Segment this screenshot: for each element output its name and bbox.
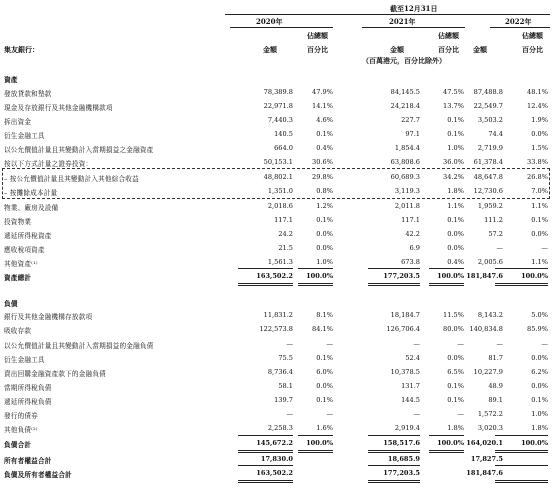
rule-line (238, 285, 293, 286)
amount-header: 金額 (263, 45, 277, 54)
asset-row-value: 1.1% (531, 202, 548, 210)
liability-row-value: 6.5% (447, 368, 464, 376)
liability-row-label: 衍生金融工具 (4, 356, 45, 364)
asset-row-value: 47.9% (312, 88, 333, 96)
asset-row-value: 12.4% (527, 102, 548, 110)
rule-line (238, 268, 293, 269)
liability-row-value: 11.5% (443, 311, 464, 319)
asset-row-value: 48,802.1 (263, 173, 293, 181)
equity-total-value: 17,827.5 (470, 455, 503, 463)
asset-row-value: 2,011.8 (394, 202, 420, 210)
grand-total-label: 負債及所有者權益合計 (4, 471, 72, 479)
liability-row-label: 銀行及其他金融機構存放款項 (4, 313, 93, 321)
asset-row-value: 117.1 (401, 216, 420, 224)
asset-row-value: 33.8% (527, 158, 548, 166)
asset-row-value: 42.2 (405, 230, 420, 238)
equity-total-value: 17,830.0 (260, 455, 293, 463)
liability-row-value: 10,227.9 (473, 368, 503, 376)
asset-row-value: 60,689.3 (390, 173, 420, 181)
pct-header-bottom: 百分比 (307, 45, 328, 54)
liabilities-total-value: 158,517.6 (383, 439, 420, 447)
asset-row-value: 47.5% (443, 88, 464, 96)
assets-total-value: 100.0% (521, 272, 548, 280)
highlight-box (2, 168, 550, 199)
rule-line (368, 452, 420, 453)
asset-row-value: 0.1% (447, 116, 464, 124)
liability-row-label: 遞延所得稅負債 (4, 398, 52, 406)
asset-row-value: 2,719.9 (477, 144, 503, 152)
asset-row-value: 50,153.1 (263, 158, 293, 166)
liability-row-value: — (326, 340, 333, 348)
amount-header: 金額 (473, 45, 487, 54)
liability-row-value: 84.1% (312, 325, 333, 333)
asset-row-value: 1.9% (531, 116, 548, 124)
asset-row-value: 48.1% (527, 88, 548, 96)
rule-line (490, 27, 550, 28)
asset-row-value: 1.8% (447, 187, 464, 195)
rule-line (368, 435, 420, 436)
rule-line (298, 285, 333, 286)
asset-row-value: 1,959.2 (477, 202, 503, 210)
liability-row-value: 1.0% (531, 410, 548, 418)
year-header: 2021年 (389, 17, 416, 26)
rule-line (362, 27, 465, 28)
liability-row-value: 0.1% (447, 396, 464, 404)
liability-row-value: 58.1 (278, 382, 293, 390)
asset-row-value: 117.1 (274, 216, 293, 224)
asset-row-value: 30.6% (312, 158, 333, 166)
group-label: 集友銀行： (4, 45, 39, 54)
liability-row-value: 18,184.7 (390, 311, 420, 319)
asset-row-value: 0.8% (316, 187, 333, 195)
liability-row-value: — (286, 410, 293, 418)
rule-line (429, 268, 464, 269)
liability-row-value: — (541, 340, 548, 348)
asset-row-label: 衍生金融工具 (4, 132, 45, 140)
asset-row-value: 12,730.6 (473, 187, 503, 195)
asset-row-value: — (496, 244, 503, 252)
liability-row-value: — (496, 340, 503, 348)
liability-row-value: 5.0% (531, 311, 548, 319)
asset-row-value: 97.1 (405, 130, 420, 138)
asset-row-value: 7.0% (531, 187, 548, 195)
asset-row-label: 現金及存放銀行及其他金融機構款項 (4, 104, 113, 112)
liability-row-value: 140,834.8 (469, 325, 503, 333)
asset-row-value: 57.2 (488, 230, 503, 238)
rule-line (495, 465, 548, 466)
liability-row-label: 發行的債券 (4, 412, 38, 420)
asset-row-value: 3,119.3 (394, 187, 420, 195)
rule-line (298, 452, 333, 453)
asset-row-value: 4.6% (316, 116, 333, 124)
asset-row-value: 664.0 (274, 144, 293, 152)
liability-row-value: 11,831.2 (263, 311, 293, 319)
liability-row-value: 81.7 (488, 354, 503, 362)
amount-header: 金額 (390, 45, 404, 54)
rule-line (429, 450, 464, 451)
asset-row-label: 物業、廠房及設備 (4, 204, 59, 212)
rule-line (495, 285, 548, 286)
asset-row-value: 48,647.8 (473, 173, 503, 181)
liability-row-value: 1.6% (316, 424, 333, 432)
liabilities-total-value: 100.0% (521, 439, 548, 447)
rule-line (230, 27, 333, 28)
liability-row-value: 10,378.5 (390, 368, 420, 376)
asset-row-value: 1.1% (447, 202, 464, 210)
asset-row-value: 1,561.3 (267, 258, 293, 266)
year-header: 2020年 (256, 17, 283, 26)
asset-row-value: 74.4 (488, 130, 503, 138)
asset-row-label: – 按公允價值計量且其變動計入其他綜合收益 (4, 175, 139, 183)
rule-line (368, 268, 420, 269)
asset-row-value: 22,971.8 (263, 102, 293, 110)
liabilities-total-label: 負債合計 (4, 441, 32, 449)
asset-row-value: — (541, 244, 548, 252)
liability-row-value: 2,258.3 (267, 424, 293, 432)
pct-header-top: 佔總額 (307, 31, 328, 40)
asset-row-value: 63,808.6 (390, 158, 420, 166)
rule-line (238, 465, 293, 466)
liability-row-value: 8,736.4 (267, 368, 293, 376)
asset-row-value: 0.1% (447, 130, 464, 138)
asset-row-value: 14.1% (312, 102, 333, 110)
rule-line (298, 450, 333, 451)
liability-row-label: 其他負債⁽²⁾ (4, 426, 38, 434)
liabilities-total-value: 164,020.1 (466, 439, 503, 447)
liability-row-value: 80.0% (443, 325, 464, 333)
asset-row-label: – 按攤餘成本計量 (4, 189, 58, 197)
liability-row-value: — (413, 410, 420, 418)
assets-total-value: 177,203.5 (383, 272, 420, 280)
grand-total-value: 181,847.6 (466, 469, 503, 477)
rule-line (368, 285, 420, 286)
liability-row-value: 0.1% (531, 396, 548, 404)
asset-row-label: 應收稅項資產 (4, 246, 45, 254)
asset-row-value: 1,854.4 (394, 144, 420, 152)
asset-row-value: 1.0% (316, 258, 333, 266)
asset-row-value: 36.0% (443, 158, 464, 166)
rule-line (298, 283, 333, 284)
liability-row-value: 0.0% (316, 382, 333, 390)
assets-total-value: 100.0% (437, 272, 464, 280)
year-header: 2022年 (505, 17, 532, 26)
asset-row-value: 87,488.8 (473, 88, 503, 96)
liability-row-value: 85.9% (527, 325, 548, 333)
asset-row-value: 0.1% (447, 216, 464, 224)
liabilities-total-value: 100.0% (306, 439, 333, 447)
rule-line (368, 465, 420, 466)
assets-total-value: 181,847.6 (466, 272, 503, 280)
rule-line (368, 450, 420, 451)
assets-section-title: 資產 (4, 76, 18, 84)
asset-row-value: 111.2 (484, 216, 503, 224)
asset-row-value: 1.5% (531, 144, 548, 152)
asset-row-label: 按以下方式計量之證券投資： (4, 160, 93, 168)
assets-total-value: 100.0% (306, 272, 333, 280)
asset-row-value: 3,503.2 (477, 116, 503, 124)
assets-total-value: 163,502.2 (256, 272, 293, 280)
liability-row-label: 賣出回購金融資產款下的金融負債 (4, 370, 106, 378)
liability-row-value: 139.7 (274, 396, 293, 404)
pct-header-bottom: 百分比 (438, 45, 459, 54)
liability-row-value: 144.5 (401, 396, 420, 404)
asset-row-value: 673.8 (401, 258, 420, 266)
liability-row-value: 0.1% (316, 354, 333, 362)
asset-row-value: 0.0% (447, 244, 464, 252)
liabilities-section-title: 負債 (4, 300, 18, 308)
asset-row-value: 0.0% (531, 130, 548, 138)
liability-row-value: — (326, 410, 333, 418)
asset-row-value: 0.4% (447, 258, 464, 266)
asset-row-value: 0.4% (316, 144, 333, 152)
rule-line (238, 452, 293, 453)
rule-line (238, 283, 293, 284)
asset-row-value: 2,005.6 (477, 258, 503, 266)
liability-row-value: 2,919.4 (394, 424, 420, 432)
asset-row-value: 24.2 (278, 230, 293, 238)
asset-row-value: 0.0% (316, 230, 333, 238)
period-underline (225, 14, 550, 15)
asset-row-value: 227.7 (401, 116, 420, 124)
liability-row-value: 3,020.3 (477, 424, 503, 432)
liability-row-value: 0.1% (447, 382, 464, 390)
asset-row-value: 7,440.3 (267, 116, 293, 124)
asset-row-value: 29.8% (312, 173, 333, 181)
asset-row-value: 1.1% (531, 258, 548, 266)
liability-row-value: 1.8% (447, 424, 464, 432)
rule-line (495, 450, 548, 451)
rule-line (238, 482, 293, 483)
asset-row-label: 遞延所得稅資產 (4, 232, 52, 240)
asset-row-label: 其他資產⁽¹⁾ (4, 260, 38, 268)
rule-line (238, 480, 293, 481)
liability-row-value: 52.4 (405, 354, 420, 362)
pct-header-top: 佔總額 (438, 31, 459, 40)
asset-row-value: 61,378.4 (473, 158, 503, 166)
rule-line (495, 435, 548, 436)
asset-row-value: 13.7% (443, 102, 464, 110)
liability-row-value: — (457, 340, 464, 348)
asset-row-value: 6.9 (409, 244, 420, 252)
unit-note: （百萬港元，百分比除外） (362, 56, 446, 65)
liability-row-value: — (286, 340, 293, 348)
rule-line (238, 435, 293, 436)
rule-line (368, 283, 420, 284)
liability-row-label: 當期所得稅負債 (4, 384, 52, 392)
asset-row-value: 0.1% (316, 216, 333, 224)
asset-row-value: 78,389.8 (263, 88, 293, 96)
liability-row-value: 0.0% (447, 354, 464, 362)
rule-line (429, 283, 464, 284)
liability-row-value: 8,143.2 (477, 311, 503, 319)
asset-row-value: 1,351.0 (267, 187, 293, 195)
rule-line (495, 480, 548, 481)
asset-row-value: 0.1% (531, 216, 548, 224)
liability-row-value: 48.9 (488, 382, 503, 390)
rule-line (429, 452, 464, 453)
asset-row-label: 投資物業 (4, 218, 32, 226)
liability-row-value: 75.5 (278, 354, 293, 362)
grand-total-value: 163,502.2 (256, 469, 293, 477)
liabilities-total-value: 100.0% (437, 439, 464, 447)
liability-row-value: — (413, 340, 420, 348)
rule-line (298, 435, 333, 436)
rule-line (429, 435, 464, 436)
equity-total-value: 18,685.9 (387, 455, 420, 463)
liability-row-value: 0.0% (531, 354, 548, 362)
rule-line (495, 482, 548, 483)
grand-total-value: 177,203.5 (383, 469, 420, 477)
asset-row-value: 0.1% (316, 130, 333, 138)
asset-row-value: 1.2% (316, 202, 333, 210)
rule-line (495, 452, 548, 453)
liability-row-label: 吸收存款 (4, 327, 32, 335)
rule-line (368, 480, 420, 481)
asset-row-value: 0.0% (316, 244, 333, 252)
asset-row-value: 26.8% (527, 173, 548, 181)
equity-total-label: 所有者權益合計 (4, 457, 52, 465)
asset-row-value: 21.5 (278, 244, 293, 252)
period-header: 截至12月31日 (390, 4, 438, 13)
asset-row-value: 1.0% (447, 144, 464, 152)
liability-row-value: 1.8% (531, 424, 548, 432)
liability-row-value: 126,706.4 (386, 325, 420, 333)
pct-header-bottom: 百分比 (522, 45, 543, 54)
liability-row-value: — (457, 410, 464, 418)
assets-total-label: 資產總計 (4, 274, 32, 282)
asset-row-label: 以公允價值計量且其變動計入當期損益之金融資產 (4, 146, 154, 154)
rule-line (495, 268, 548, 269)
liability-row-value: 0.1% (316, 396, 333, 404)
liability-row-value: 6.2% (531, 368, 548, 376)
liability-row-value: 89.1 (488, 396, 503, 404)
asset-row-label: 拆出資金 (4, 118, 32, 126)
rule-line (429, 285, 464, 286)
asset-row-value: 24,218.4 (390, 102, 420, 110)
rule-line (298, 268, 333, 269)
liability-row-value: 122,573.8 (259, 325, 293, 333)
liability-row-value: 0.0% (531, 382, 548, 390)
pct-header-top: 佔總額 (522, 31, 543, 40)
asset-row-value: 2,018.6 (267, 202, 293, 210)
asset-row-value: 140.5 (274, 130, 293, 138)
asset-row-label: 發放貸款和墊款 (4, 90, 52, 98)
liability-row-value: 6.0% (316, 368, 333, 376)
liability-row-value: 131.7 (401, 382, 420, 390)
rule-line (495, 283, 548, 284)
asset-row-value: 0.0% (447, 230, 464, 238)
liability-row-value: 8.1% (316, 311, 333, 319)
asset-row-value: 0.0% (531, 230, 548, 238)
asset-row-value: 84,145.5 (390, 88, 420, 96)
asset-row-value: 22,549.7 (473, 102, 503, 110)
asset-row-value: 34.2% (443, 173, 464, 181)
liability-row-label: 以公允價值計量且其變動計入當期損益的金融負債 (4, 342, 154, 350)
liability-row-value: 1,572.2 (477, 410, 503, 418)
liabilities-total-value: 145,672.2 (256, 439, 293, 447)
rule-line (368, 482, 420, 483)
rule-line (238, 450, 293, 451)
